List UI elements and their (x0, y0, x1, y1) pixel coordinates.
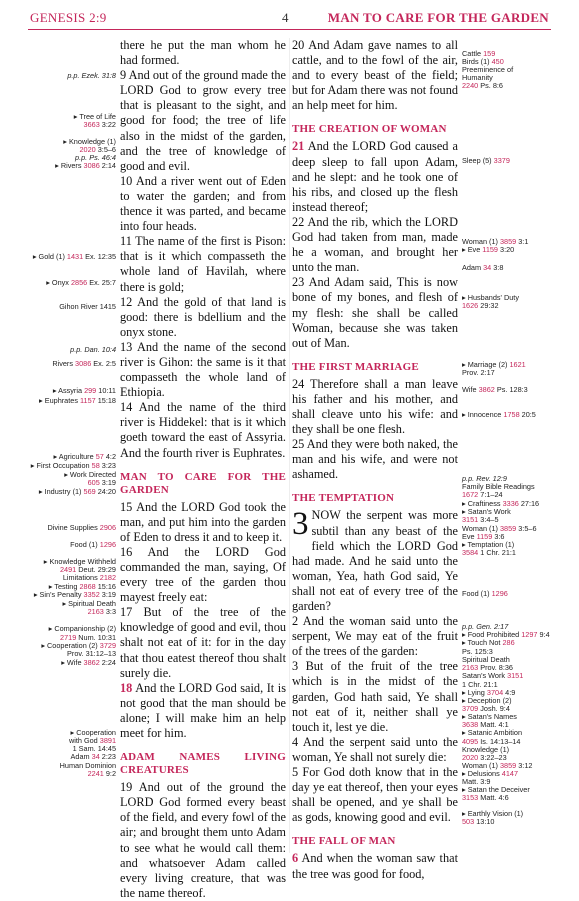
left-margin-note: ▸ Companionship (2) (48, 624, 116, 633)
right-margin-note: Humanity (462, 73, 493, 82)
left-margin-note: ▸ Gold (1) 1431 Ex. 12:35 (32, 252, 116, 261)
right-margin-note: Birds (1) 450 (462, 57, 504, 66)
text-column-right (292, 38, 458, 882)
right-margin-note: ▸ Earthly Vision (1) (462, 809, 524, 818)
left-margin-note: ▸ Knowledge (1) (63, 137, 116, 146)
left-margin-note: ▸ First Occupation 58 3:23 (30, 461, 116, 470)
left-margin-note: Prov. 31:12–13 (67, 649, 116, 658)
right-margin-note: 2163 Prov. 8:36 (462, 663, 513, 672)
right-margin-note: Woman (1) 3859 3:12 (462, 761, 533, 770)
right-margin-note: Satan's Work 3151 (462, 671, 524, 680)
right-margin-note: Eve 1159 3:6 (462, 532, 505, 541)
verse-22: 22 And the rib, which the LORD God had taken from man, made he a woman, and brought her unto the man. (292, 214, 458, 275)
verse-2: 2 And the woman said unto the serpent, We may eat of the fruit of the trees of the garden: (292, 614, 458, 659)
right-margin-note: ▸ Satan's Work (462, 507, 511, 516)
section-heading: THE FALL OF MAN (292, 835, 396, 848)
section-heading: THE CREATION OF WOMAN (292, 123, 447, 136)
right-margin-note: 1672 7:1–24 (462, 490, 503, 499)
verse-16: 16 And the LORD God commanded the man, saying, Of every tree of the garden thou mayest freely eat: (120, 544, 286, 605)
verse-11: 11 The name of the first is Pison: that is it which compasseth the whole land of Havilah, where there is gold; (120, 234, 286, 294)
verse-17: 17 But of the tree of the knowledge of good and evil, thou shalt not eat of it: for in the day that thou eatest thereof thou shalt surely die. (120, 605, 286, 680)
section-heading: THE FIRST MARRIAGE (292, 360, 419, 373)
verse-5: 5 For God doth know that in the day ye eat thereof, then your eyes shall be opened, and ye shall be as gods, knowing good and evil. (292, 765, 459, 825)
verse-12: 12 And the gold of that land is good: there is bdellium and the onyx stone. (120, 294, 286, 339)
right-margin-note: ▸ Husbands' Duty (462, 293, 519, 302)
left-margin-note: ▸ Sin's Penalty 3352 3:19 (33, 590, 116, 599)
right-margin-note: Family Bible Readings (462, 482, 535, 491)
left-margin-note: ▸ Tree of Life (73, 112, 116, 121)
verse-15: 15 And the LORD God took the man, and put him into the garden of Eden to dress it and to keep it. (120, 499, 286, 544)
chapter-number: 3 (292, 506, 309, 543)
right-margin-note: 1 Chr. 21:1 (462, 680, 498, 689)
left-margin-note: ▸ Agriculture 57 4:2 (53, 452, 116, 461)
right-margin-note: ▸ Deception (2) (462, 696, 512, 705)
section-heading: THE TEMPTATION (292, 492, 395, 505)
left-margin-note: 2719 Num. 10:31 (60, 633, 116, 642)
right-margin-note: ▸ Delusions 4147 (462, 769, 518, 778)
left-margin-note: ▸ Wife 3862 2:24 (61, 658, 116, 667)
left-margin-note: ▸ Spiritual Death (62, 599, 116, 608)
verse-20: 20 And Adam gave names to all cattle, and to the fowl of the air, and to every beast of the field; but for Adam there was not found an help meet for him. (292, 38, 459, 113)
left-margin-note: p.p. Dan. 10:4 (70, 345, 116, 354)
right-margin-note: ▸ Eve 1159 3:20 (462, 245, 515, 254)
left-margin-note: 605 3:19 (87, 478, 116, 487)
right-margin-note: 3638 Matt. 4:1 (462, 720, 509, 729)
right-margin-note: Spiritual Death (462, 655, 510, 664)
right-margin-note: Woman (1) 3859 3:1 (462, 237, 529, 246)
left-margin-note: p.p. Ps. 46:4 (75, 153, 116, 162)
verse-19: 19 And out of the ground the LORD God formed every beast of the field, and every fowl of the air; and brought them unto Adam to see what he would call them: and whatsoever Adam called every living creature, that was the name thereof. (120, 780, 286, 900)
verse-23: 23 And Adam said, This is now bone of my bones, and flesh of my flesh: she shall be called Woman, because she was taken out of Man. (292, 275, 458, 350)
section-heading: ADAM NAMES LIVING CREATURES (120, 751, 286, 777)
right-margin-note: 503 13:10 (462, 817, 495, 826)
right-margin-note: ▸ Craftiness 3336 27:16 (462, 499, 540, 508)
right-margin-note: Woman (1) 3859 3:5–6 (462, 524, 537, 533)
verse-13: 13 And the name of the second river is Gihon: the same is it that compasseth the whole land of Ethiopia. (120, 339, 286, 400)
left-margin-note: ▸ Industry (1) 569 24:20 (38, 487, 116, 496)
left-margin-note: Human Dominion (59, 761, 116, 770)
right-margin-note: 2020 3:22–23 (462, 753, 507, 762)
left-margin-note: ▸ Onyx 2856 Ex. 25:7 (46, 278, 116, 287)
right-margin-note: Ps. 125:3 (462, 647, 493, 656)
right-margin-note: Prov. 2:17 (462, 368, 495, 377)
right-margin-note: ▸ Satanic Ambition (462, 728, 523, 737)
right-margin-note: ▸ Marriage (2) 1621 (462, 360, 526, 369)
right-margin-note: p.p. Rev. 12:9 (462, 474, 507, 483)
left-margin-note: ▸ Testing 2868 15:16 (48, 582, 116, 591)
left-margin-note: 2020 3:5–6 (79, 145, 116, 154)
right-margin-note: 3151 3:4–5 (462, 515, 499, 524)
section-heading: MAN TO CARE FOR THE GARDEN (120, 470, 286, 496)
right-margin-note: Cattle 159 (462, 49, 496, 58)
page-number: 4 (282, 10, 289, 25)
right-margin-note: ▸ Temptation (1) (462, 540, 515, 549)
right-margin-note: 3709 Josh. 9:4 (462, 704, 510, 713)
verse-21: 21 And the LORD God caused a deep sleep to fall upon Adam, and he slept: and he took one of his ribs, and closed up the flesh instead thereof; (292, 139, 458, 214)
left-margin-note: ▸ Cooperation (2) 3729 (41, 641, 116, 650)
verse-25: 25 And they were both naked, the man and his wife, and were not ashamed. (292, 437, 458, 482)
column-divider (289, 38, 290, 853)
right-margin-note: ▸ Innocence 1758 20:5 (462, 410, 536, 419)
right-margin-note: 1626 29:32 (462, 301, 499, 310)
right-margin-note: ▸ Lying 3704 4:9 (462, 688, 516, 697)
text-column-left (120, 38, 286, 901)
left-margin-note: 1 Sam. 14:45 (72, 744, 116, 753)
verse-14: 14 And the name of the third river is Hiddekel: that is it which goeth toward the east of Assyria. And the fourth river is Euphrates. (120, 400, 286, 460)
right-margin-note: 3153 Matt. 4:6 (462, 793, 509, 802)
left-margin-note: ▸ Rivers 3086 2:14 (55, 161, 116, 170)
verse-4: 4 And the serpent said unto the woman, Ye shall not surely die: (292, 734, 458, 764)
right-margin-note: ▸ Satan's Names (462, 712, 517, 721)
left-margin-note: Gihon River 1415 (59, 302, 116, 311)
running-head-title: MAN TO CARE FOR THE GARDEN (327, 10, 549, 25)
verse-6: 6 And when the woman saw that the tree was good for food, (292, 851, 458, 881)
left-margin-note: ▸ Euphrates 1157 15:18 (39, 396, 116, 405)
right-margin-note: p.p. Gen. 2:17 (462, 622, 509, 631)
verse-9: 9 And out of the ground made the LORD God to grow every tree that is pleasant to the sight, and good for food; the tree of life also in the midst of the garden, and the tree of knowledge of good and evil. (120, 68, 286, 173)
header-rule (28, 29, 551, 30)
left-margin-note: Adam 34 2:23 (70, 752, 116, 761)
left-margin-note: Limitations 2182 (62, 573, 116, 582)
right-margin-note: Matt. 3:9 (462, 777, 491, 786)
right-margin-note: Preeminence of (462, 65, 514, 74)
left-margin-note: p.p. Ezek. 31:8 (67, 71, 116, 80)
verse-10: 10 And a river went out of Eden to water the garden; and from thence it was parted, and became into four heads. (120, 173, 286, 234)
right-margin-note: 3584 1 Chr. 21:1 (462, 548, 516, 557)
left-margin-note: 3663 3:22 (83, 120, 116, 129)
right-margin-note: ▸ Food Prohibited 1297 9:4 (462, 630, 550, 639)
verse-24: 24 Therefore shall a man leave his father and his mother, and shall cleave unto his wife: and they shall be one flesh. (292, 376, 458, 437)
verse-3: 3 But of the fruit of the tree which is in the midst of the garden, God hath said, Ye shall not eat of it, neither shall ye touch it, lest ye die. (292, 659, 458, 734)
right-margin-note: Knowledge (1) (462, 745, 510, 754)
left-margin-note: with God 3891 (68, 736, 116, 745)
verse-18: 18 And the LORD God said, It is not good that the man should be alone; I will make him an help meet for him. (120, 680, 286, 741)
left-margin-note: ▸ Cooperation (70, 728, 116, 737)
running-head-reference: GENESIS 2:9 (30, 10, 107, 25)
left-margin-note: 2491 Deut. 29:29 (60, 565, 116, 574)
left-margin-note: ▸ Work Directed (64, 470, 116, 479)
right-margin-note: ▸ Satan the Deceiver (462, 785, 530, 794)
right-margin-note: 4095 Is. 14:13–14 (462, 737, 521, 746)
right-margin-note: Food (1) 1296 (462, 589, 508, 598)
left-margin-note: ▸ Assyria 299 10:11 (52, 386, 116, 395)
left-margin-note: Food (1) 1296 (70, 540, 116, 549)
left-margin-note: 2241 9:2 (87, 769, 116, 778)
right-margin-note: ▸ Touch Not 286 (462, 638, 515, 647)
right-margin-note: Wife 3862 Ps. 128:3 (462, 385, 528, 394)
right-margin-note: Adam 34 3:8 (462, 263, 504, 272)
left-margin-note: ▸ Knowledge Withheld (43, 557, 116, 566)
right-margin-note: 2240 Ps. 8:6 (462, 81, 503, 90)
left-margin-note: 2163 3:3 (87, 607, 116, 616)
chapter-3-verse-1: 3 NOW the serpent was more subtil than any beast of the field which the LORD God had made. And he said unto the woman, Yea, hath God said, Ye shall not eat of every tree of the garden? (292, 506, 458, 613)
verse-text: there he put the man whom he had formed. (120, 38, 286, 68)
right-margin-note: Sleep (5) 3379 (462, 156, 510, 165)
left-margin-note: Rivers 3086 Ex. 2:5 (52, 359, 116, 368)
left-margin-note: Divine Supplies 2906 (47, 523, 116, 532)
